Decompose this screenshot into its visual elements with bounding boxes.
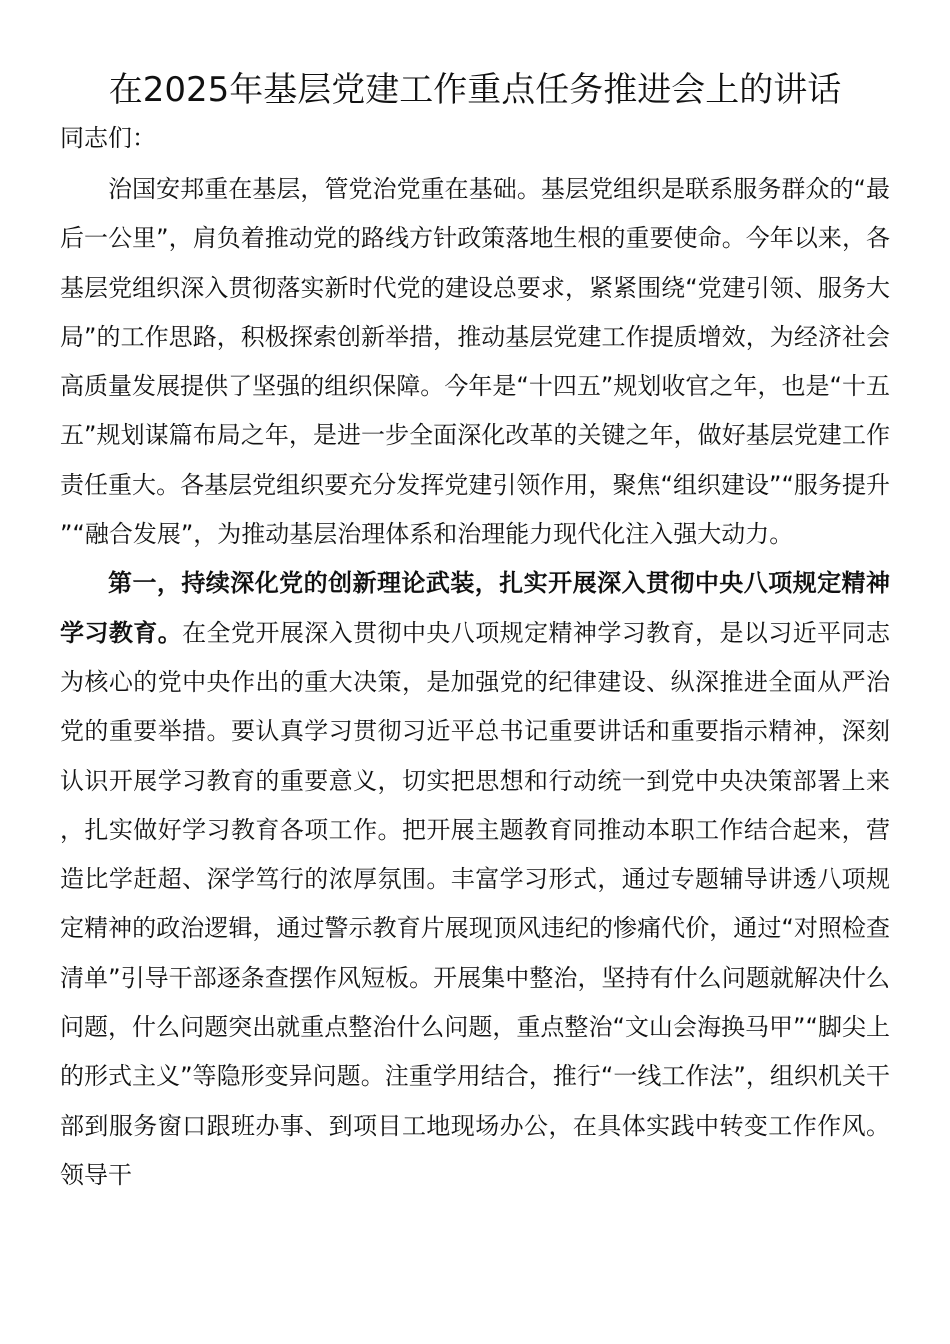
paragraph-first-point-heading: 第一，持续深化党的创新理论武装，扎实开展深入贯彻中央八项规定精神学习教育。 [60,569,890,647]
paragraph-first-point-text: 在全党开展深入贯彻中央八项规定精神学习教育，是以习近平同志为核心的党中央作出的重大决策，是加强党的纪律建设、纵深推进全面从严治党的重要举措。要认真学习贯彻习近平总书记重要讲话和重要指示精神，深刻认识开展学习教育的重要意义，切实把思想和行动统一到党中央决策部署上来，扎实做好学习教育各项工作。把开展主题教育同推动本职工作结合起来，营造比学赶超、深学笃行的浓厚氛围。丰富学习形式，通过专题辅导讲透八项规定精神的政治逻辑，通过警示教育片展现顶风违纪的惨痛代价，通过“对照检查清单”引导干部逐条查摆作风短板。开展集中整治，坚持有什么问题就解决什么问题，什么问题突出就重点整治什么问题，重点整治“文山会海换马甲”“脚尖上的形式主义”等隐形变异问题。注重学用结合，推行“一线工作法”，组织机关干部到服务窗口跟班办事、到项目工地现场办公，在具体实践中转变工作作风。领导干 [60,618,891,1189]
salutation: 同志们： [60,124,156,152]
paragraph-intro [60,165,890,559]
document-body [60,165,890,1200]
paragraph-first-point [60,559,890,1200]
document-title: 在2025年基层党建工作重点任务推进会上的讲话 [108,70,842,110]
paragraph-intro-text: 治国安邦重在基层，管党治党重在基础。基层党组织是联系服务群众的“最后一公里”，肩负着推动党的路线方针政策落地生根的重要使命。今年以来，各基层党组织深入贯彻落实新时代党的建设总要求，紧紧围绕“党建引领、服务大局”的工作思路，积极探索创新举措，推动基层党建工作提质增效，为经济社会高质量发展提供了坚强的组织保障。今年是“十四五”规划收官之年，也是“十五五”规划谋篇布局之年，是进一步全面深化改革的关键之年，做好基层党建工作责任重大。各基层党组织要充分发挥党建引领作用，聚焦“组织建设”“服务提升”“融合发展”，为推动基层治理体系和治理能力现代化注入强大动力。 [60,175,890,549]
